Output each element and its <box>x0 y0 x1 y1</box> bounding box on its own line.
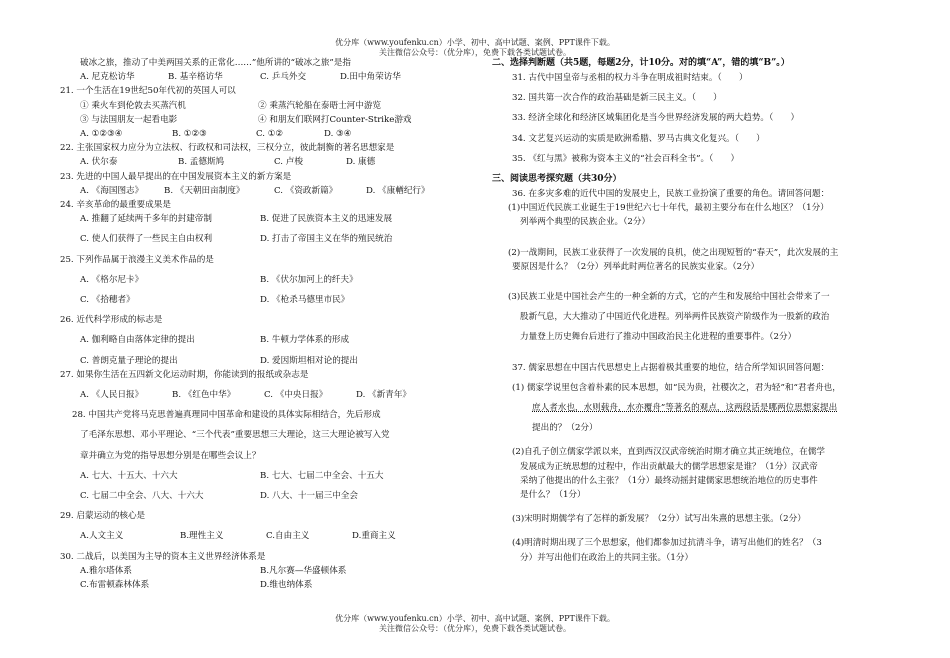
q28-options-ab <box>60 469 475 483</box>
q26-option-b: B. 牛顿力学体系的形成 <box>260 335 350 346</box>
q20-option-d: D.田中角荣访华 <box>340 72 401 83</box>
q20-option-a: A. 尼克松访华 <box>80 72 135 83</box>
left-column <box>60 56 475 592</box>
q32: 32. 国共第一次合作的政治基础是新三民主义。（ ） <box>512 93 722 104</box>
q33: 33. 经济全球化和经济区域集团化是当今世界经济发展的两大趋势。（ ） <box>512 113 800 124</box>
q37-part2-line4: 是什么？（1分） <box>520 490 586 501</box>
q25-option-d: D. 《枪杀马德里市民》 <box>260 295 350 306</box>
q30-options-cd <box>60 578 475 592</box>
q24-option-a: A. 推翻了延续两千多年的封建帝制 <box>80 214 212 225</box>
footer-line-2: 关注微信公众号：（优分库），免费下载各类试题试卷。 <box>379 624 571 633</box>
q21-item-2: ② 乘蒸汽轮船在泰晤士河中游览 <box>258 100 382 111</box>
q24-options-ab <box>60 212 475 226</box>
q30-options-ab <box>60 564 475 578</box>
q21-option-c: C. ①② <box>256 129 284 140</box>
q30-option-b: B.凡尔赛—华盛顿体系 <box>260 565 347 576</box>
q22-option-b: B. 孟德斯鸠 <box>178 157 225 168</box>
q37-part2-line1: (2)自孔子创立儒家学派以来，直到西汉汉武帝统治时期才确立其正统地位，在儒学 <box>512 447 825 458</box>
q21-items-row2 <box>60 113 475 127</box>
q25-option-c: C. 《拾穗者》 <box>80 295 135 306</box>
q22-option-d: D. 康德 <box>346 157 376 168</box>
q25-options-cd <box>60 293 475 307</box>
q25-option-b: B. 《伏尔加河上的纤夫》 <box>260 274 358 285</box>
q36-part2-line1: (2)一战期间，民族工业获得了一次发展的良机，使之出现短暂的“春天”，此次发展的主 <box>508 247 839 258</box>
section-2-title: 二、选择判断题（共5题，每题2分，计10分。对的填“A”，错的填“B”。） <box>492 58 790 68</box>
q29-option-b: B.理性主义 <box>180 531 224 542</box>
q26-option-a: A. 伽利略自由落体定律的提出 <box>80 335 195 346</box>
q36-part1-line2: 列举两个典型的民族企业。（2分） <box>520 217 651 228</box>
q35: 35. 《红与黑》被称为资本主义的“社会百科全书”。（ ） <box>512 153 740 164</box>
q28-stem-2: 了毛泽东思想、邓小平理论、“三个代表”重要思想三大理论，这三大理论被写入党 <box>80 430 390 441</box>
q36-part3-line3: 力量登上历史舞台后进行了推动中国政治民主化进程的重要事件。（2分） <box>520 332 797 343</box>
q25-option-a: A. 《格尔尼卡》 <box>80 274 144 285</box>
q28-options-cd <box>60 489 475 503</box>
q26-stem: 26. 近代科学形成的标志是 <box>60 315 163 326</box>
q27-option-b: B. 《红色中华》 <box>172 390 236 401</box>
q29-options <box>60 529 475 543</box>
q29-option-a: A.人文主义 <box>80 531 124 542</box>
q29-option-c: C.自由主义 <box>266 531 310 542</box>
q31: 31. 古代中国皇帝与丞相的权力斗争在明成祖时结束。（ ） <box>512 73 748 83</box>
q23-option-c: C. 《资政新篇》 <box>274 185 338 196</box>
q27-option-d: D. 《新青年》 <box>356 390 412 401</box>
q30-option-c: C.布雷顿森林体系 <box>80 580 150 591</box>
q36-part1-line1: (1)中国近代民族工业诞生于19世纪六七十年代，最初主要分布在什么地区？（1分） <box>508 203 829 214</box>
q26-options-ab <box>60 333 475 347</box>
header-line-1: 优分库（www.youfenku.cn）小学、初中、高中试题、案例、PPT课件下载。 <box>335 38 615 47</box>
q21-items-row1 <box>60 99 475 113</box>
q22-stem: 22. 主张国家权力应分为立法权、行政权和司法权，三权分立，彼此制衡的著名思想家是 <box>60 143 395 154</box>
q23-option-b: B. 《天朝田亩制度》 <box>164 185 245 196</box>
q26-options-cd <box>60 354 475 368</box>
q24-option-d: D. 打击了帝国主义在华的殖民统治 <box>260 234 393 245</box>
q20-option-c: C. 乒乓外交 <box>260 72 307 83</box>
q27-options <box>60 388 475 402</box>
q29-option-d: D.重商主义 <box>352 531 396 542</box>
q21-option-b: B. ①②③ <box>172 129 207 140</box>
q37-part1-line1: (1) 儒家学说里包含着朴素的民本思想，如“民为贵，社稷次之，君为轻”和“君者舟也， <box>512 382 841 393</box>
footer-line-1: 优分库（www.youfenku.cn）小学、初中、高中试题、案例、PPT课件下载。 <box>335 614 615 623</box>
q21-options <box>60 127 475 141</box>
header-line-2: 关注微信公众号：（优分库），免费下载各类试题试卷。 <box>379 48 571 57</box>
q23-option-a: A. 《海国图志》 <box>80 185 144 196</box>
q28-option-d: D. 八大、十一届三中全会 <box>260 491 358 502</box>
q37-part1-line3: 提出的？（2分） <box>532 423 598 434</box>
q21-item-3: ③ 与法国朋友一起看电影 <box>80 114 178 125</box>
q30-option-d: D.维也纳体系 <box>260 580 313 591</box>
q25-stem: 25. 下列作品属于浪漫主义美术作品的是 <box>60 254 214 265</box>
right-column <box>492 56 912 565</box>
q23-stem: 23. 先进的中国人最早提出的在中国发展资本主义的新方案是 <box>60 171 292 182</box>
q36-part3-line2: 股新气息，大大推动了中国近代化进程。列举两件民族资产阶级作为一股新的政治 <box>520 312 830 323</box>
q37-part3: (3)宋明时期儒学有了怎样的新发展？（2分）试写出朱熹的思想主张。（2分） <box>512 514 806 525</box>
q28-option-b: B. 七大、七届二中全会、十五大 <box>260 470 384 481</box>
q21-option-d: D. ③④ <box>324 129 352 140</box>
section-3-title: 三、阅读思考探究题（共30分） <box>492 174 622 185</box>
q28-option-a: A. 七大、十五大、十六大 <box>80 470 178 481</box>
page-header <box>0 38 950 58</box>
q28-stem-1: 28. 中国共产党将马克思普遍真理同中国革命和建设的具体实际相结合，先后形成 <box>72 410 381 421</box>
q28-stem-3: 章并确立为党的指导思想分别是在哪些会议上？ <box>80 450 261 461</box>
q37-part4-line1: (4)明清时期出现了三个思想家，他们都参加过抗清斗争，请写出他们的姓名？（3 <box>512 538 822 549</box>
q23-options <box>60 184 475 198</box>
q27-stem: 27. 如果你生活在五四新文化运动时期，你能读到的报纸或杂志是 <box>60 369 309 380</box>
q30-option-a: A.雅尔塔体系 <box>80 565 132 576</box>
q24-option-c: C. 使人们获得了一些民主自由权利 <box>80 234 213 245</box>
q37-part2-line2: 发展成为正统思想的过程中，作出贡献最大的儒学思想家是谁？（1分）汉武帝 <box>520 461 818 472</box>
q21-item-4: ④ 和朋友们联网打Counter-Strike游戏 <box>258 114 412 125</box>
q24-stem: 24. 辛亥革命的最重要成果是 <box>60 200 171 211</box>
page-footer <box>0 614 950 634</box>
q21-item-1: ① 乘火车到伦敦去买蒸汽机 <box>80 100 186 111</box>
q36-part2-line2: 要原因是什么？（2分）列举此时两位著名的民族实业家。（2分） <box>512 261 760 272</box>
q27-option-c: C. 《中央日报》 <box>264 390 328 401</box>
q21-stem: 21. 一个生活在19世纪50年代初的英国人可以 <box>60 86 236 97</box>
q37-part2-line3: 采纳了他提出的什么主张？（1分）最终动摇封建儒家思想统治地位的历史事件 <box>520 475 818 486</box>
q22-option-c: C. 卢梭 <box>274 157 303 168</box>
q26-option-c: C. 普朗克量子理论的提出 <box>80 355 178 366</box>
q37-stem: 37. 儒家思想在中国古代思想史上占据着极其重要的地位，结合所学知识回答问题： <box>512 362 830 373</box>
q29-stem: 29. 启蒙运动的核心是 <box>60 511 146 522</box>
q26-option-d: D. 爱因斯坦相对论的提出 <box>260 355 358 366</box>
q20-continuation: 破冰之旅，推动了中美两国关系的正常化……”他所讲的“破冰之旅”是指 <box>80 58 351 68</box>
q37-part1-line2: 庶人者水也，水则载舟，水亦覆舟”等著名的观点，这两段话是哪两位思想家提出 <box>532 403 838 414</box>
q22-option-a: A. 伏尔泰 <box>80 157 118 168</box>
q36-part3-line1: (3)民族工业是中国社会产生的一种全新的方式，它的产生和发展给中国社会带来了一 <box>508 292 830 303</box>
q24-options-cd <box>60 232 475 246</box>
q23-option-d: D. 《康輶纪行》 <box>366 185 430 196</box>
q20-option-b: B. 基辛格访华 <box>168 72 223 83</box>
q36-stem: 36. 在多灾多难的近代中国的发展史上，民族工业扮演了重要的角色。请回答问题： <box>512 189 830 200</box>
q34: 34. 文艺复兴运动的实质是欧洲希腊、罗马古典文化复兴。（ ） <box>512 133 765 144</box>
q21-option-a: A. ①②③④ <box>80 129 123 140</box>
q27-option-a: A. 《人民日报》 <box>80 390 144 401</box>
q20-options <box>60 70 475 84</box>
q22-options <box>60 155 475 169</box>
q24-option-b: B. 促进了民族资本主义的迅速发展 <box>260 214 393 225</box>
q28-option-c: C. 七届二中全会、八大、十六大 <box>80 491 204 502</box>
q37-part4-line2: 分）并写出他们在政治上的共同主张。（1分） <box>520 552 694 563</box>
q30-stem: 30. 二战后，以美国为主导的资本主义世界经济体系是 <box>60 551 266 562</box>
q25-options-ab <box>60 273 475 287</box>
